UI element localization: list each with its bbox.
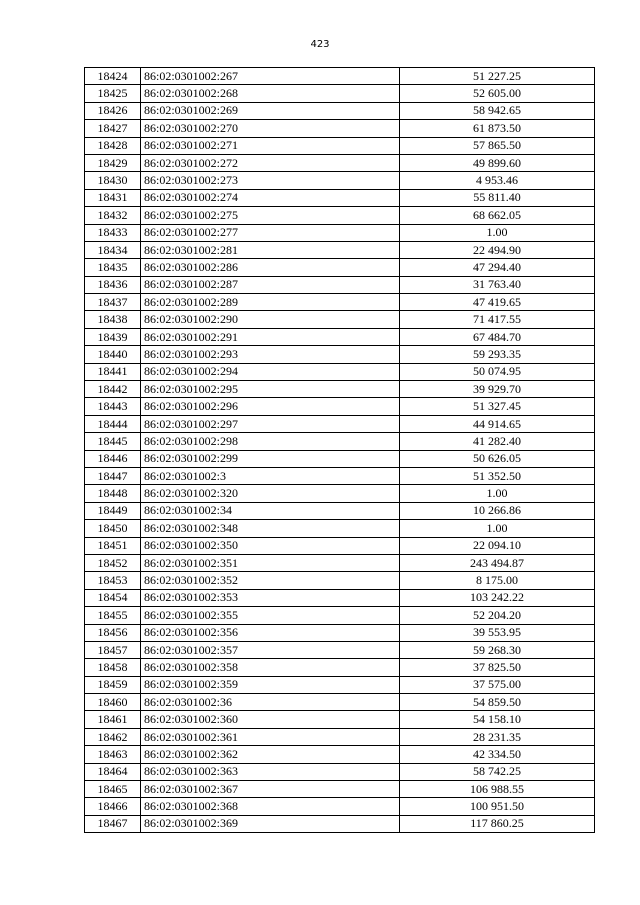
- table-row: [85, 328, 595, 345]
- table-row: [85, 346, 595, 363]
- cadastral-number: 86:02:0301002:267: [141, 68, 400, 85]
- row-number: 18449: [85, 502, 141, 519]
- cadastral-number: 86:02:0301002:36: [141, 694, 400, 711]
- row-number: 18428: [85, 137, 141, 154]
- row-number: 18427: [85, 120, 141, 137]
- cadastral-value-table: [84, 67, 595, 833]
- cadastral-number: 86:02:0301002:298: [141, 433, 400, 450]
- row-number: 18434: [85, 241, 141, 258]
- cadastral-value: 42 334.50: [400, 746, 595, 763]
- row-number: 18436: [85, 276, 141, 293]
- row-number: 18446: [85, 450, 141, 467]
- row-number: 18438: [85, 311, 141, 328]
- cadastral-value: 67 484.70: [400, 328, 595, 345]
- cadastral-number: 86:02:0301002:352: [141, 572, 400, 589]
- row-number: 18452: [85, 554, 141, 571]
- table-row: [85, 415, 595, 432]
- cadastral-value: 103 242.22: [400, 589, 595, 606]
- cadastral-value: 8 175.00: [400, 572, 595, 589]
- cadastral-value: 58 942.65: [400, 102, 595, 119]
- row-number: 18467: [85, 815, 141, 832]
- table-row: [85, 728, 595, 745]
- row-number: 18463: [85, 746, 141, 763]
- table-row: [85, 85, 595, 102]
- row-number: 18453: [85, 572, 141, 589]
- table-row: [85, 798, 595, 815]
- cadastral-value: 1.00: [400, 485, 595, 502]
- cadastral-value: 50 626.05: [400, 450, 595, 467]
- cadastral-number: 86:02:0301002:275: [141, 207, 400, 224]
- table-row: [85, 537, 595, 554]
- table-row: [85, 641, 595, 658]
- table-row: [85, 485, 595, 502]
- table-row: [85, 659, 595, 676]
- cadastral-value: 52 605.00: [400, 85, 595, 102]
- row-number: 18429: [85, 154, 141, 171]
- cadastral-number: 86:02:0301002:355: [141, 607, 400, 624]
- cadastral-number: 86:02:0301002:294: [141, 363, 400, 380]
- row-number: 18426: [85, 102, 141, 119]
- cadastral-number: 86:02:0301002:367: [141, 781, 400, 798]
- table-row: [85, 815, 595, 832]
- table-row: [85, 241, 595, 258]
- cadastral-value: 28 231.35: [400, 728, 595, 745]
- cadastral-number: 86:02:0301002:281: [141, 241, 400, 258]
- row-number: 18425: [85, 85, 141, 102]
- row-number: 18455: [85, 607, 141, 624]
- table-row: [85, 276, 595, 293]
- cadastral-number: 86:02:0301002:289: [141, 294, 400, 311]
- table-row: [85, 398, 595, 415]
- cadastral-number: 86:02:0301002:277: [141, 224, 400, 241]
- cadastral-value: 22 094.10: [400, 537, 595, 554]
- cadastral-value: 59 268.30: [400, 641, 595, 658]
- cadastral-number: 86:02:0301002:270: [141, 120, 400, 137]
- row-number: 18456: [85, 624, 141, 641]
- table-row: [85, 433, 595, 450]
- table-row: [85, 381, 595, 398]
- cadastral-number: 86:02:0301002:286: [141, 259, 400, 276]
- cadastral-value: 1.00: [400, 224, 595, 241]
- cadastral-number: 86:02:0301002:369: [141, 815, 400, 832]
- cadastral-value: 61 873.50: [400, 120, 595, 137]
- cadastral-number: 86:02:0301002:358: [141, 659, 400, 676]
- cadastral-value: 1.00: [400, 520, 595, 537]
- table-row: [85, 607, 595, 624]
- row-number: 18444: [85, 415, 141, 432]
- cadastral-number: 86:02:0301002:287: [141, 276, 400, 293]
- table-row: [85, 137, 595, 154]
- cadastral-value: 59 293.35: [400, 346, 595, 363]
- cadastral-value: 54 158.10: [400, 711, 595, 728]
- cadastral-number: 86:02:0301002:299: [141, 450, 400, 467]
- table-row: [85, 520, 595, 537]
- row-number: 18451: [85, 537, 141, 554]
- cadastral-value: 50 074.95: [400, 363, 595, 380]
- cadastral-value: 47 419.65: [400, 294, 595, 311]
- row-number: 18445: [85, 433, 141, 450]
- table-row: [85, 781, 595, 798]
- row-number: 18457: [85, 641, 141, 658]
- table-row: [85, 102, 595, 119]
- table-row: [85, 259, 595, 276]
- table-row: [85, 746, 595, 763]
- cadastral-value: 44 914.65: [400, 415, 595, 432]
- table-row: [85, 154, 595, 171]
- cadastral-value: 51 352.50: [400, 467, 595, 484]
- cadastral-value: 31 763.40: [400, 276, 595, 293]
- table-row: [85, 711, 595, 728]
- cadastral-number: 86:02:0301002:34: [141, 502, 400, 519]
- cadastral-number: 86:02:0301002:320: [141, 485, 400, 502]
- row-number: 18462: [85, 728, 141, 745]
- row-number: 18447: [85, 467, 141, 484]
- cadastral-value: 39 553.95: [400, 624, 595, 641]
- row-number: 18424: [85, 68, 141, 85]
- table-row: [85, 172, 595, 189]
- table-row: [85, 554, 595, 571]
- row-number: 18450: [85, 520, 141, 537]
- row-number: 18441: [85, 363, 141, 380]
- table-body: [85, 68, 595, 833]
- cadastral-value: 243 494.87: [400, 554, 595, 571]
- cadastral-number: 86:02:0301002:271: [141, 137, 400, 154]
- row-number: 18440: [85, 346, 141, 363]
- cadastral-number: 86:02:0301002:273: [141, 172, 400, 189]
- row-number: 18437: [85, 294, 141, 311]
- cadastral-value: 117 860.25: [400, 815, 595, 832]
- cadastral-number: 86:02:0301002:293: [141, 346, 400, 363]
- cadastral-value: 51 327.45: [400, 398, 595, 415]
- cadastral-number: 86:02:0301002:290: [141, 311, 400, 328]
- cadastral-value: 22 494.90: [400, 241, 595, 258]
- table-row: [85, 589, 595, 606]
- table-row: [85, 224, 595, 241]
- cadastral-value: 39 929.70: [400, 381, 595, 398]
- cadastral-number: 86:02:0301002:348: [141, 520, 400, 537]
- cadastral-value: 47 294.40: [400, 259, 595, 276]
- table-row: [85, 363, 595, 380]
- table-row: [85, 624, 595, 641]
- table-row: [85, 467, 595, 484]
- cadastral-value: 55 811.40: [400, 189, 595, 206]
- cadastral-value: 41 282.40: [400, 433, 595, 450]
- table-row: [85, 676, 595, 693]
- cadastral-value: 4 953.46: [400, 172, 595, 189]
- cadastral-value: 68 662.05: [400, 207, 595, 224]
- row-number: 18431: [85, 189, 141, 206]
- cadastral-value: 37 825.50: [400, 659, 595, 676]
- row-number: 18464: [85, 763, 141, 780]
- cadastral-number: 86:02:0301002:361: [141, 728, 400, 745]
- table-row: [85, 68, 595, 85]
- cadastral-value: 100 951.50: [400, 798, 595, 815]
- page-number: 423: [310, 39, 330, 50]
- table-row: [85, 572, 595, 589]
- cadastral-value: 37 575.00: [400, 676, 595, 693]
- cadastral-number: 86:02:0301002:296: [141, 398, 400, 415]
- table-row: [85, 450, 595, 467]
- row-number: 18439: [85, 328, 141, 345]
- table-row: [85, 763, 595, 780]
- row-number: 18460: [85, 694, 141, 711]
- row-number: 18459: [85, 676, 141, 693]
- cadastral-value: 51 227.25: [400, 68, 595, 85]
- cadastral-number: 86:02:0301002:295: [141, 381, 400, 398]
- table-row: [85, 502, 595, 519]
- row-number: 18442: [85, 381, 141, 398]
- cadastral-value: 52 204.20: [400, 607, 595, 624]
- cadastral-value: 54 859.50: [400, 694, 595, 711]
- cadastral-number: 86:02:0301002:362: [141, 746, 400, 763]
- cadastral-value: 57 865.50: [400, 137, 595, 154]
- row-number: 18435: [85, 259, 141, 276]
- table-row: [85, 120, 595, 137]
- cadastral-number: 86:02:0301002:356: [141, 624, 400, 641]
- cadastral-number: 86:02:0301002:357: [141, 641, 400, 658]
- cadastral-number: 86:02:0301002:272: [141, 154, 400, 171]
- row-number: 18454: [85, 589, 141, 606]
- cadastral-value: 58 742.25: [400, 763, 595, 780]
- cadastral-value: 10 266.86: [400, 502, 595, 519]
- cadastral-number: 86:02:0301002:368: [141, 798, 400, 815]
- table-row: [85, 189, 595, 206]
- cadastral-number: 86:02:0301002:363: [141, 763, 400, 780]
- table-row: [85, 207, 595, 224]
- row-number: 18433: [85, 224, 141, 241]
- row-number: 18466: [85, 798, 141, 815]
- row-number: 18448: [85, 485, 141, 502]
- cadastral-number: 86:02:0301002:269: [141, 102, 400, 119]
- cadastral-number: 86:02:0301002:3: [141, 467, 400, 484]
- table-row: [85, 311, 595, 328]
- row-number: 18465: [85, 781, 141, 798]
- cadastral-value: 71 417.55: [400, 311, 595, 328]
- table-row: [85, 294, 595, 311]
- row-number: 18443: [85, 398, 141, 415]
- row-number: 18458: [85, 659, 141, 676]
- row-number: 18461: [85, 711, 141, 728]
- cadastral-number: 86:02:0301002:291: [141, 328, 400, 345]
- cadastral-value: 49 899.60: [400, 154, 595, 171]
- cadastral-number: 86:02:0301002:268: [141, 85, 400, 102]
- row-number: 18432: [85, 207, 141, 224]
- table-row: [85, 694, 595, 711]
- cadastral-number: 86:02:0301002:359: [141, 676, 400, 693]
- cadastral-number: 86:02:0301002:350: [141, 537, 400, 554]
- cadastral-value: 106 988.55: [400, 781, 595, 798]
- cadastral-number: 86:02:0301002:274: [141, 189, 400, 206]
- cadastral-number: 86:02:0301002:351: [141, 554, 400, 571]
- cadastral-number: 86:02:0301002:353: [141, 589, 400, 606]
- cadastral-number: 86:02:0301002:360: [141, 711, 400, 728]
- cadastral-number: 86:02:0301002:297: [141, 415, 400, 432]
- row-number: 18430: [85, 172, 141, 189]
